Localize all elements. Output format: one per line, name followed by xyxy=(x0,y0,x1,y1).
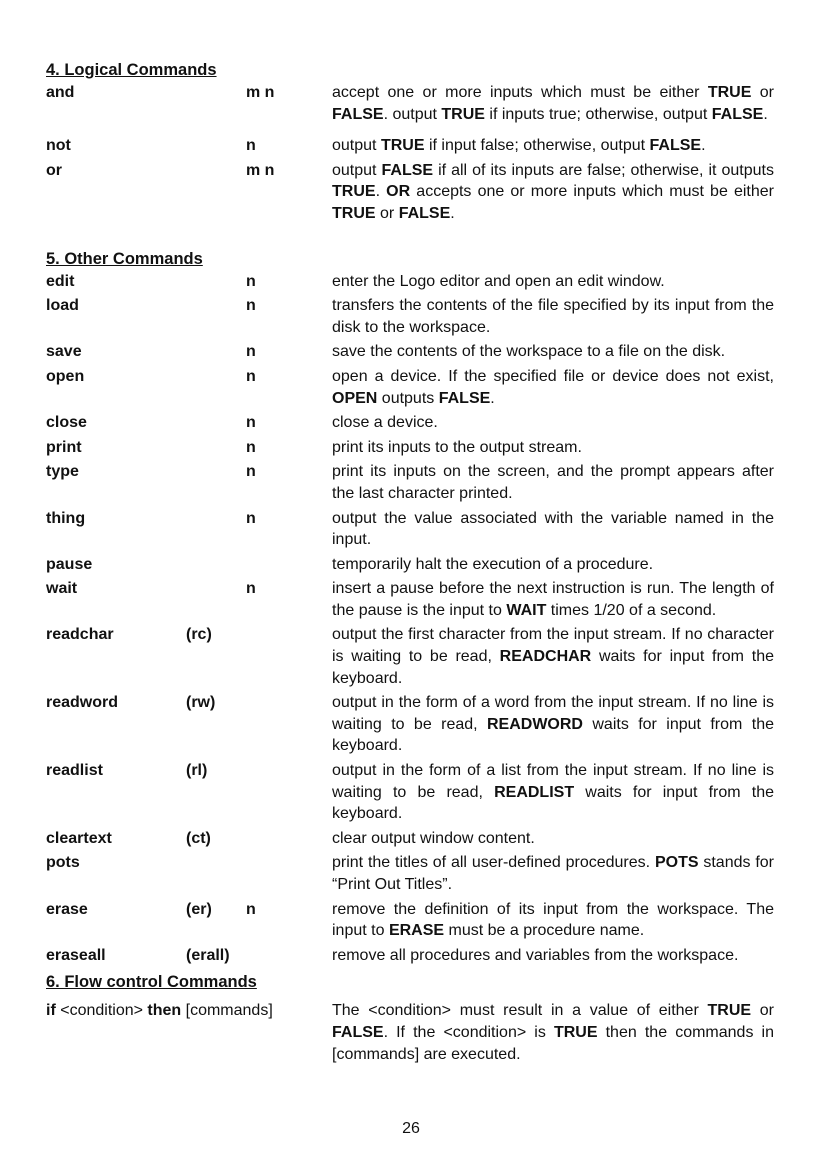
command-name: thing xyxy=(46,509,86,527)
command-abbreviation: (ct) xyxy=(186,829,211,847)
command-abbreviation: (erall) xyxy=(186,946,230,964)
section-title: 5. Other Commands xyxy=(46,249,203,268)
command-description: The <condition> must result in a value of either TRUE or FALSE. If the <condition> is TRUE then the commands in [commands] are executed. xyxy=(332,1002,775,1063)
command-reference xyxy=(46,58,776,1065)
page-number: 26 xyxy=(402,1120,420,1137)
command-description: output the first character from the input stream. If no character is waiting to be read, READCHAR waits for input from the keyboard. xyxy=(332,626,774,687)
command-description: accept one or more inputs which must be either TRUE or FALSE. output TRUE if inputs true; otherwise, output FALSE. xyxy=(332,84,774,123)
command-entry xyxy=(46,760,776,825)
command-inputs: m n xyxy=(246,84,275,101)
command-entry xyxy=(46,366,776,409)
command-entry xyxy=(46,945,776,967)
command-entry xyxy=(46,437,776,459)
command-description: enter the Logo editor and open an edit window. xyxy=(332,272,665,290)
command-name: load xyxy=(46,297,79,315)
command-inputs: n xyxy=(246,509,256,527)
command-description: open a device. If the specified file or device does not exist, OPEN outputs FALSE. xyxy=(332,367,774,407)
command-description: save the contents of the workspace to a file on the disk. xyxy=(332,343,726,361)
command-entry xyxy=(46,554,776,576)
command-description: close a device. xyxy=(332,414,438,432)
command-name: open xyxy=(46,367,85,385)
command-inputs: n xyxy=(246,137,256,155)
command-abbreviation: (rl) xyxy=(186,762,208,780)
command-inputs: n xyxy=(246,343,256,361)
section-title: 6. Flow control Commands xyxy=(46,973,257,992)
manual-page xyxy=(46,58,776,1065)
command-entry xyxy=(46,692,776,757)
command-description: output in the form of a word from the input stream. If no line is waiting to be read, READWORD waits for input from the keyboard. xyxy=(332,694,774,755)
command-description: output the value associated with the variable named in the input. xyxy=(332,509,774,549)
command-name: readword xyxy=(46,694,119,712)
command-name: edit xyxy=(46,272,75,290)
command-inputs: n xyxy=(246,438,256,456)
command-entry xyxy=(46,508,776,551)
command-entry xyxy=(46,828,776,850)
command-entry xyxy=(46,1000,776,1065)
command-inputs: n xyxy=(246,414,256,432)
command-description: clear output window content. xyxy=(332,829,535,847)
command-inputs: n xyxy=(246,367,256,385)
command-name: close xyxy=(46,414,87,432)
command-description: output in the form of a list from the input stream. If no line is waiting to be read, READLIST waits for input from the keyboard. xyxy=(332,762,774,823)
command-name: cleartext xyxy=(46,829,112,847)
command-name: type xyxy=(46,463,79,481)
command-abbreviation: (rw) xyxy=(186,694,216,712)
command-syntax: if <condition> then [commands] xyxy=(46,1002,273,1020)
command-name: print xyxy=(46,438,82,456)
command-entry xyxy=(46,624,776,689)
command-description: remove all procedures and variables from the workspace. xyxy=(332,946,739,964)
command-entry xyxy=(46,412,776,434)
command-name: readchar xyxy=(46,626,114,644)
command-name: pause xyxy=(46,555,93,573)
command-description: transfers the contents of the file specified by its input from the disk to the workspace. xyxy=(332,297,774,336)
command-description: insert a pause before the next instruction is run. The length of the pause is the input to WAIT times 1/20 of a second. xyxy=(332,580,774,619)
command-name: not xyxy=(46,137,71,155)
command-abbreviation: (er) xyxy=(186,900,212,918)
command-description: print its inputs to the output stream. xyxy=(332,438,582,456)
command-entry xyxy=(46,578,776,621)
section-title: 4. Logical Commands xyxy=(46,61,217,79)
command-entry xyxy=(46,852,776,895)
command-entry xyxy=(46,82,776,125)
command-inputs: m n xyxy=(246,161,275,179)
command-entry xyxy=(46,160,776,225)
command-entry xyxy=(46,271,776,293)
command-description: output TRUE if input false; otherwise, output FALSE. xyxy=(332,137,706,155)
command-name: or xyxy=(46,161,62,179)
command-name: eraseall xyxy=(46,946,106,964)
command-entry xyxy=(46,341,776,363)
command-name: wait xyxy=(46,580,78,598)
command-entry xyxy=(46,135,776,157)
command-entry xyxy=(46,295,776,338)
command-inputs: n xyxy=(246,272,256,290)
command-name: erase xyxy=(46,900,88,918)
command-description: print its inputs on the screen, and the prompt appears after the last character printed. xyxy=(332,463,774,502)
command-inputs: n xyxy=(246,463,256,481)
command-inputs: n xyxy=(246,900,256,918)
command-name: save xyxy=(46,343,82,361)
command-entry xyxy=(46,899,776,942)
command-entry xyxy=(46,461,776,504)
command-description: temporarily halt the execution of a procedure. xyxy=(332,555,654,573)
command-description: output FALSE if all of its inputs are false; otherwise, it outputs TRUE. OR accepts one or more inputs which must be either TRUE or FALSE. xyxy=(332,161,775,222)
command-name: and xyxy=(46,84,75,101)
command-description: remove the definition of its input from the workspace. The input to ERASE must be a procedure name. xyxy=(332,900,774,940)
command-inputs: n xyxy=(246,580,256,598)
command-name: pots xyxy=(46,854,80,872)
command-name: readlist xyxy=(46,762,103,780)
command-inputs: n xyxy=(246,297,256,315)
command-description: print the titles of all user-defined procedures. POTS stands for “Print Out Titles”. xyxy=(332,854,775,893)
command-abbreviation: (rc) xyxy=(186,626,212,644)
